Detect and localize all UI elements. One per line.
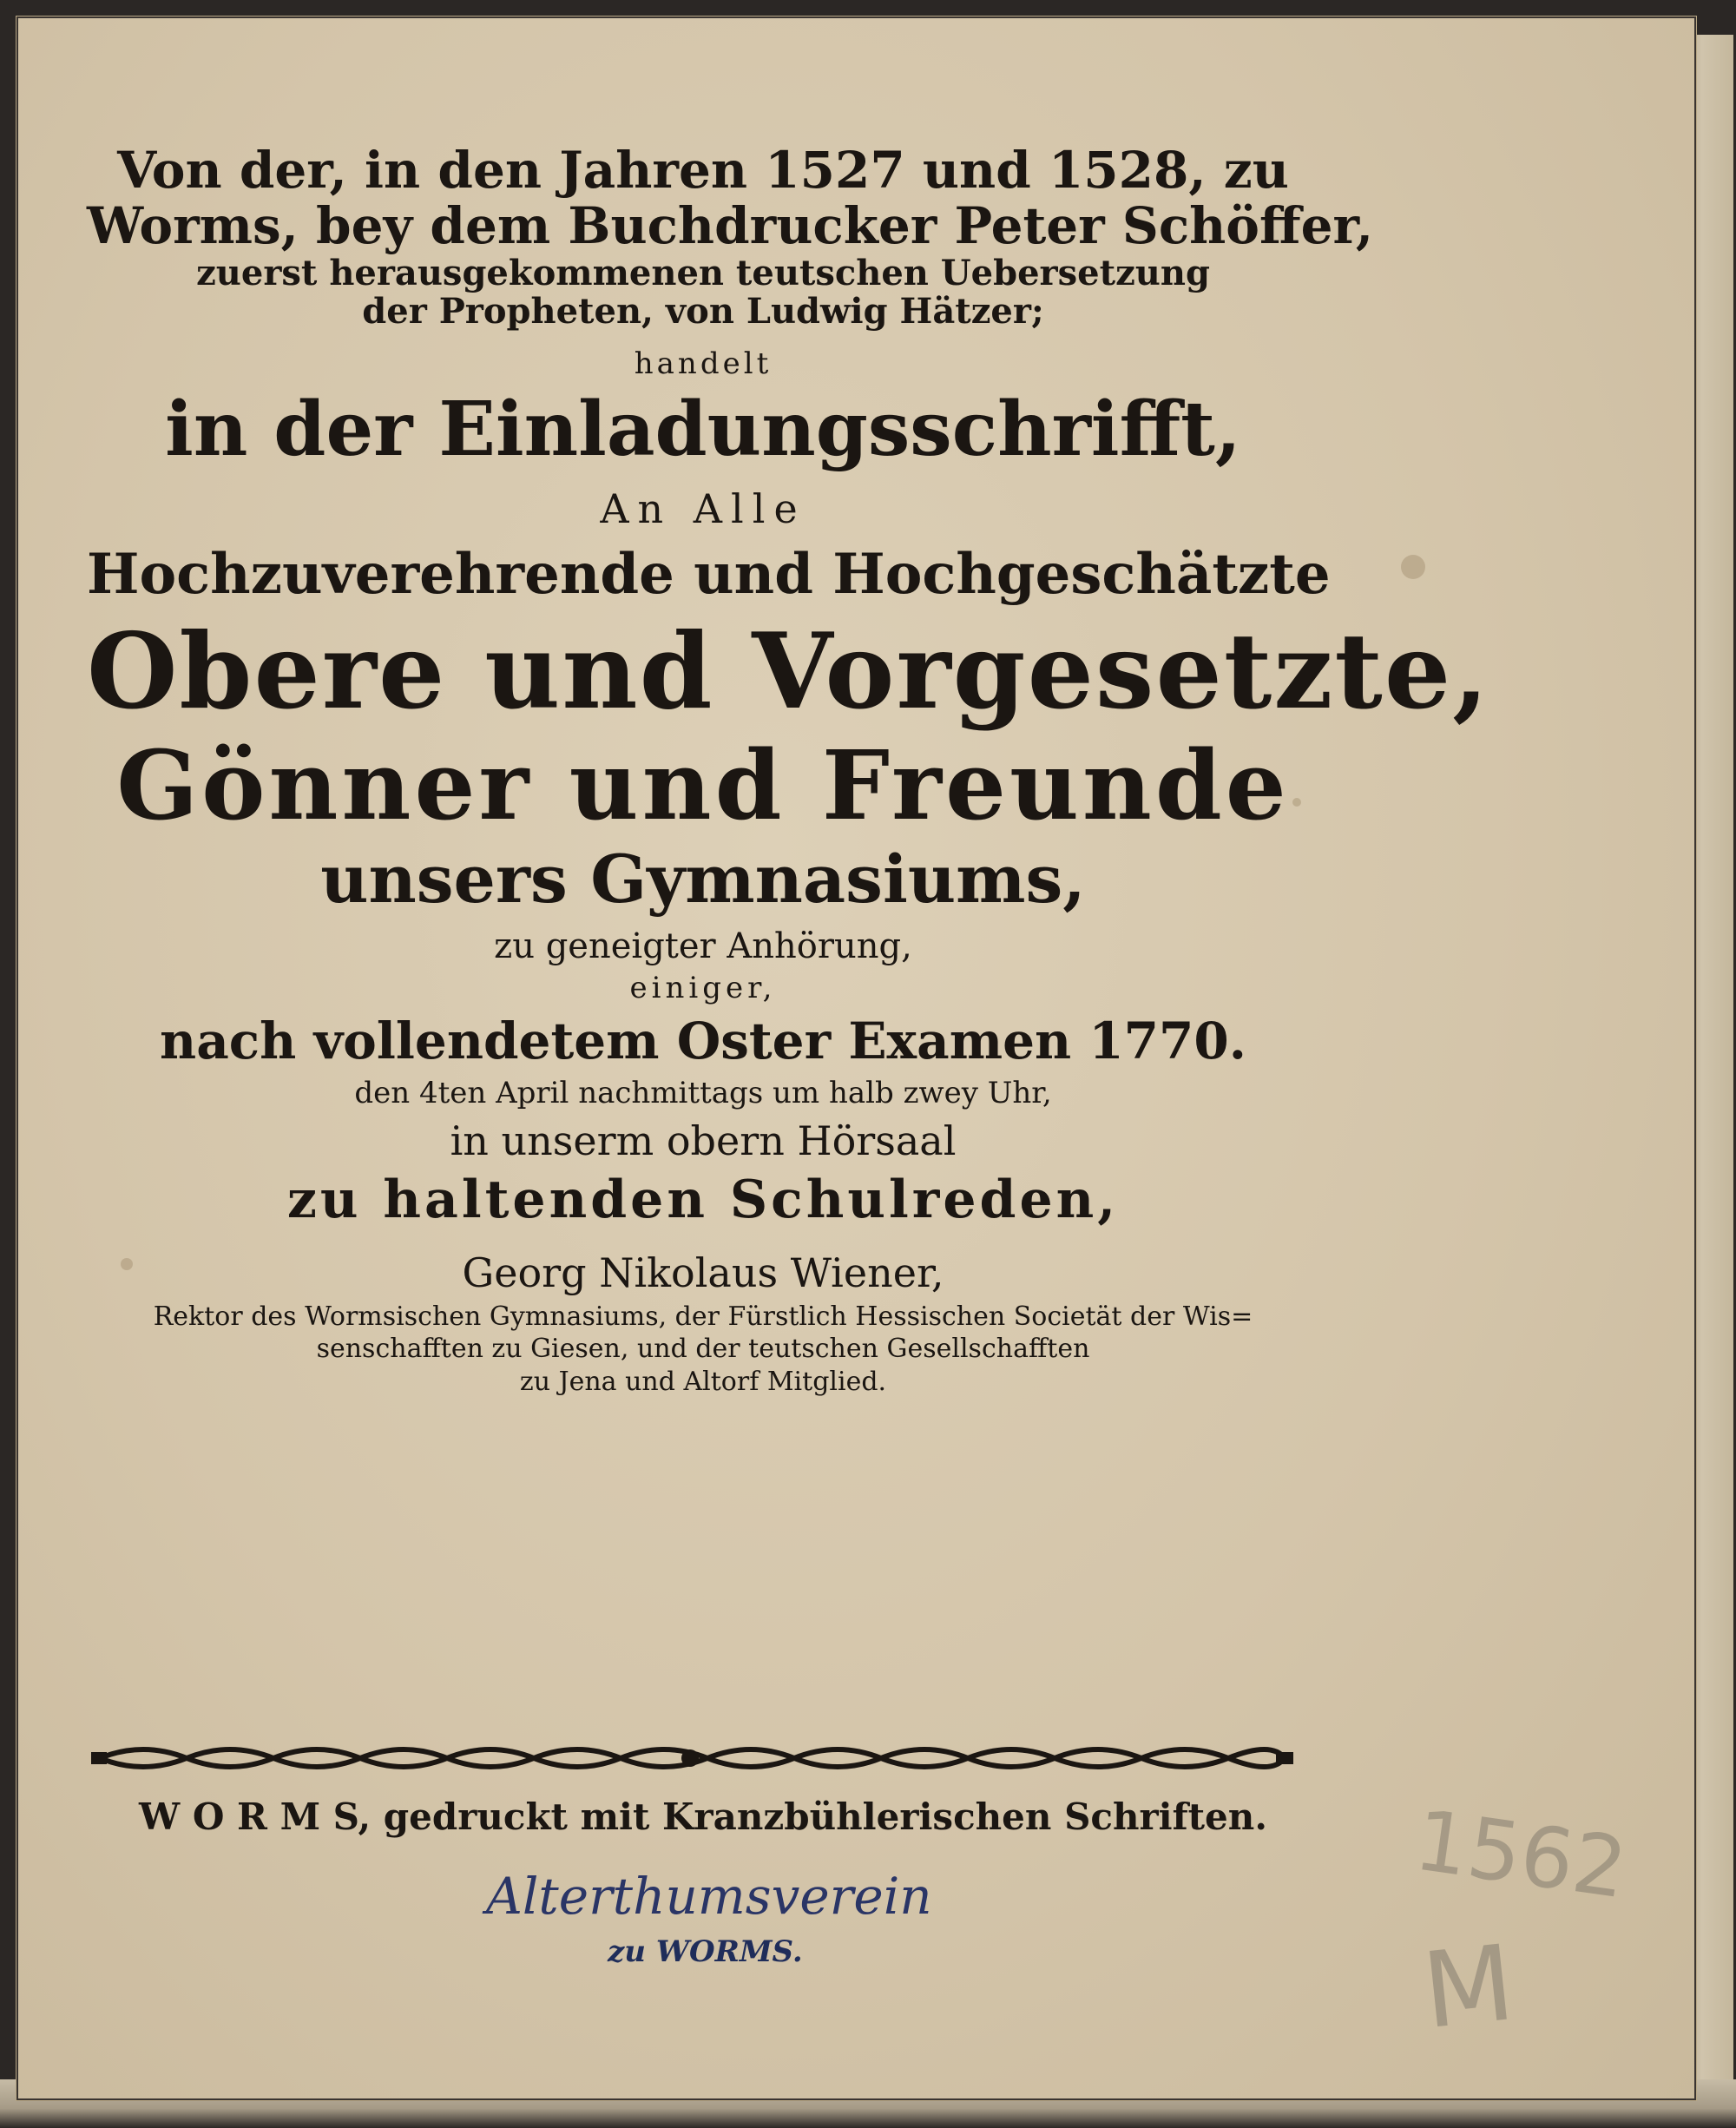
author-credentials bbox=[87, 1301, 1319, 1399]
title-line-11: unsers Gymnasiums, bbox=[320, 840, 1086, 918]
title-line-9: Obere und Vorgesetzte, bbox=[87, 609, 1490, 733]
title-line-3: zuerst herausgekommenen teutschen Uebersetzung bbox=[196, 252, 1210, 293]
ownership-stamp-location: zu WORMS. bbox=[608, 1934, 803, 1969]
title-line-16: in unserm obern Hörsaal bbox=[450, 1117, 957, 1164]
title-line-4: der Propheten, von Ludwig Hätzer; bbox=[362, 290, 1044, 332]
title-line-6: in der Einladungsschrifft, bbox=[165, 385, 1241, 473]
pencil-shelfmark-number: 1562 bbox=[1409, 1791, 1633, 1918]
credentials-line-1: Rektor des Wormsischen Gymnasiums, der Fürstlich Hessischen Societät der Wis= bbox=[153, 1301, 1253, 1332]
title-line-2: Worms, bey dem Buchdrucker Peter Schöffer, bbox=[87, 195, 1374, 255]
printer-imprint: W O R M S, gedruckt mit Kranzbühlerischen Schriften. bbox=[139, 1795, 1267, 1838]
title-line-17: zu haltenden Schulreden, bbox=[286, 1169, 1120, 1231]
foxing-spot bbox=[1401, 555, 1425, 579]
title-line-15: den 4ten April nachmittags um halb zwey Uhr, bbox=[354, 1076, 1052, 1111]
title-line-13: einiger, bbox=[629, 971, 777, 1006]
title-line-5: handelt bbox=[634, 346, 773, 381]
author-name: Georg Nikolaus Wiener, bbox=[462, 1249, 944, 1297]
title-line-10: Gönner und Freunde bbox=[116, 728, 1290, 841]
title-line-8: Hochzuverehrende und Hochgeschätzte bbox=[87, 542, 1331, 608]
title-line-12: zu geneigter Anhörung, bbox=[494, 926, 912, 967]
title-line-7: An Alle bbox=[600, 484, 806, 532]
credentials-line-2: senschafften zu Giesen, und der teutschen Gesellschafften bbox=[316, 1334, 1090, 1365]
pencil-shelfmark-letter: M bbox=[1417, 1922, 1520, 2053]
title-block bbox=[87, 141, 1490, 1398]
title-line-14: nach vollendetem Oster Examen 1770. bbox=[160, 1011, 1246, 1071]
credentials-line-3: zu Jena und Altorf Mitglied. bbox=[519, 1366, 887, 1397]
title-line-1: Von der, in den Jahren 1527 und 1528, zu bbox=[117, 141, 1289, 200]
ornamental-rule bbox=[91, 1736, 1293, 1780]
ownership-stamp: Alterthumsverein bbox=[486, 1867, 932, 1926]
